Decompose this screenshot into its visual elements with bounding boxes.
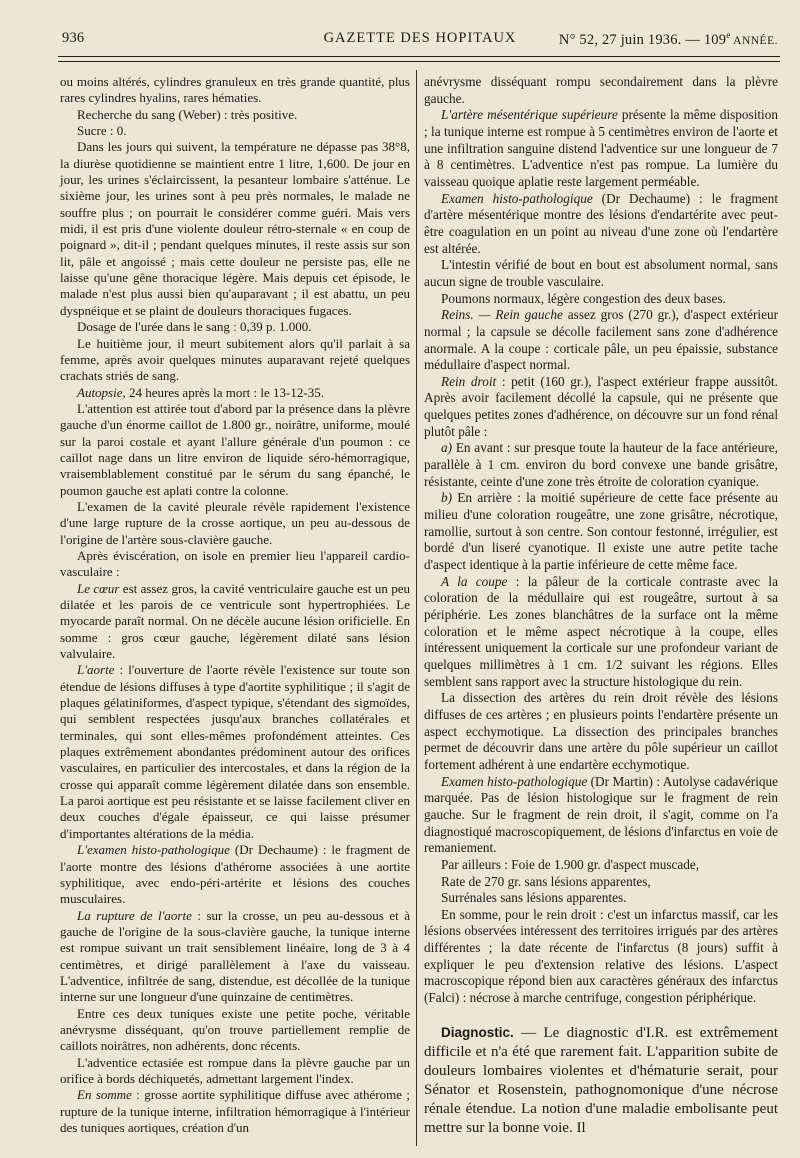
paragraph-text: Entre ces deux tuniques existe une petite poche, véritable anévrysme disséquant, qu'on trouve partiellement remplie de caillots noirâtres, non adhérents, donc récents. [60, 1005, 410, 1054]
paragraph-text: : l'ouverture de l'aorte révèle l'existence sur toute son étendue de lésions diffuses à type d'aortite syphilitique ; il s'agit de plaques gélatiniformes, d'aspect typique, s'étendant des sigmoïdes, qui semblent respectées jusqu'aux branches collatérales et terminales, qui sont elles-mêmes profondément atteintes. Ces plaques extrêmement abondantes prédominent autour des orifices vasculaires, en particulier des intercostales, et dans la région de la crosse qui apparaît comme légèrement dilatée dans son ensemble. La paroi aortique est peu résistante et se laisse facilement cliver en deux couches d'égale épaisseur, ce qui laisse présumer d'importantes altérations de la média. [60, 662, 410, 841]
paragraph [424, 874, 778, 891]
paragraph-text: (Dr Dechaume) : le fragment de l'aorte montre des lésions d'athérome associées à une aortite syphilitique, avec endo-péri-artérite et lésions des couches musculaires. [60, 842, 410, 907]
paragraph-text: : la pâleur de la corticale contraste avec la coloration de la médullaire qui est rougeâtre, surtout à sa périphérie. Les zones blanchâtres de la surface ont la même coloration et le même aspect nécrotique à la coupe, elles intéressent uniquement la corticale sur une profondeur variant de quelques millimètres à 1 cm. 1/2 suivant les régions. Elles semblent sans rapport avec la structure histologique du rein. [424, 573, 778, 689]
issue-sup: e [726, 30, 731, 40]
paragraph [424, 690, 778, 773]
paragraph [424, 291, 778, 308]
paragraph [424, 191, 778, 258]
italic-lead: Examen histo-pathologique [441, 190, 593, 206]
paragraph [60, 908, 410, 1006]
paragraph-text: : petit (160 gr.), l'aspect extérieur frappe aussitôt. Après avoir facilement décollé la capsule, qui ne présente que quelques petites zones d'adhérence, on découvre sur un fond rénal plutôt pâle : [424, 373, 778, 439]
paragraph [424, 374, 778, 441]
italic-lead: En somme [77, 1087, 132, 1103]
paragraph [60, 401, 410, 499]
italic-lead: a) [441, 440, 453, 456]
column-divider [416, 70, 417, 1146]
issue-main: N° 52, 27 juin 1936. — 109 [558, 31, 727, 48]
italic-lead: Autopsie, [77, 384, 126, 400]
italic-lead: b) [441, 490, 453, 506]
issue-info [559, 30, 778, 49]
paragraph [60, 499, 410, 548]
paragraph [424, 490, 778, 573]
paragraph [60, 123, 410, 139]
italic-lead: La rupture de l'aorte [77, 907, 192, 923]
italic-lead: Examen histo-pathologique [441, 773, 588, 789]
paragraph [60, 842, 410, 907]
paragraph [424, 74, 778, 107]
paragraph-text: La dissection des artères du rein droit révèle des lésions diffuses de ces artères ; en plusieurs points l'endartère présente un aspect ecchymotique. La dissection des principales branches permet de découvrir dans une artère du pôle supérieur un caillot fortement adhérent à une endartère ecchymotique. [424, 690, 778, 772]
paragraph [424, 907, 778, 1007]
paragraph [60, 662, 410, 842]
journal-title: GAZETTE DES HOPITAUX [323, 30, 517, 46]
paragraph-text: : grosse aortite syphilitique diffuse avec athérome ; rupture de la tunique interne, infiltration hémorragique à l'intérieur des tuniques aortiques, création d'un [60, 1087, 410, 1135]
diagnostic-paragraph [424, 1023, 778, 1138]
paragraph-text: Recherche du sang (Weber) : très positive. [77, 106, 298, 122]
paragraph [424, 440, 778, 490]
diagnostic-label: Diagnostic. [441, 1024, 514, 1040]
paragraph-text: anévrysme disséquant rompu secondairement dans la plèvre gauche. [424, 74, 778, 106]
italic-lead: L'examen histo-pathologique [77, 842, 230, 858]
paragraph-text: 24 heures après la mort : le 13-12-35. [125, 384, 324, 400]
page-header [62, 30, 778, 50]
paragraph-text: (Dr Dechaume) : le fragment d'artère mésentérique montre des lésions d'endartérite avec peut-être coagulation en un point au niveau d'une zone où l'endartère est altérée. [424, 190, 778, 256]
paragraph-text: L'examen de la cavité pleurale révèle rapidement l'existence d'une large rupture de la crosse aortique, un peu au-dessous de l'origine de l'artère sous-clavière gauche. [60, 498, 410, 547]
italic-lead: Le cœur [77, 580, 120, 596]
paragraph [60, 107, 410, 123]
paragraph-text: Dosage de l'urée dans le sang : 0,39 p. 1.000. [77, 319, 312, 335]
paragraph-text: présente la même disposition ; la tunique interne est rompue à 5 centimètres environ de l'aorte et une infiltration sanguine distend l'adventice sur une longueur de 7 à 8 centimètres. L'adventice n'est pas rompue. La lumière du vaisseau quoique aplatie reste largement perméable. [424, 107, 778, 189]
paragraph-text: En arrière : la moitié supérieure de cette face présente au milieu d'une coloration rougeâtre, une zone grisâtre, nécrotique, ramollie, surtout à son centre. Son contour festonné, irrégulier, est bordé d'un liseré cyanotique. Il existe une autre petite tache d'aspect identique à la partie inférieure de cette même face. [424, 490, 778, 573]
paragraph-text: Sucre : 0. [77, 123, 127, 139]
paragraph [60, 1006, 410, 1055]
paragraph [424, 890, 778, 907]
paragraph [60, 74, 410, 107]
paragraph-text: Dans les jours qui suivent, la température ne dépasse pas 38°8, la diurèse quotidienne se maintient entre 1 litre, 1,600. De jour en jour, les urines s'éclaircissent, la pesanteur lombaire s'atténue. Le sixième jour, les urines sont à peu près normales, le malade ne souffre plus ; on pourrait le considérer comme guéri. Mais vers midi, il est pris d'une violente douleur rétro-sternale « en coup de poignard », dit-il ; pendant quelques minutes, il reste assis sur son lit, pâle et angoissé ; mais cette douleur ne persiste pas, elle ne laisse qu'une gêne thoracique légère. Mais depuis cet épisode, le malade n'est plus aussi bien qu'auparavant ; il est abattu, un peu dyspnéique et se plaint de douleurs thoraciques fugaces. [60, 139, 410, 318]
header-rule-bottom [58, 61, 780, 62]
paragraph [424, 107, 778, 190]
paragraph [60, 336, 410, 385]
paragraph [60, 581, 410, 663]
right-column [424, 74, 778, 1138]
paragraph-text: En avant : sur presque toute la hauteur de la face antérieure, parallèle à 1 cm. environ du bord convexe une bande grisâtre, résistante, ceinte d'une zone très étroite de coloration cyanique. [424, 440, 778, 489]
italic-lead: Reins. — Rein gauche [441, 307, 563, 323]
paragraph [60, 1087, 410, 1136]
left-column [60, 74, 410, 1136]
paragraph [60, 1055, 410, 1088]
italic-lead: A la coupe [441, 573, 508, 589]
paragraph [424, 257, 778, 290]
paragraph-text: assez gros (270 gr.), d'aspect extérieur normal ; la capsule se décolle facilement sans zone d'adhérence anormale. A la coupe : corticale pâle, un peu épaissie, substance médullaire d'aspect normal. [424, 307, 779, 373]
paragraph [424, 574, 778, 691]
header-rule-top [58, 56, 780, 57]
page-number: 936 [62, 30, 85, 46]
paragraph [424, 774, 778, 857]
diagnostic-text: — Le diagnostic d'I.R. est extrêmement difficile et n'a été que rarement fait. L'apparition subite de douleurs lombaires violentes et d'hématurie serait, pour Sénator et Rosenstein, pathognomonique d'une nécrose rénale étendue. La notion d'une maladie embolisante peut mettre sur la bonne voie. Il [424, 1024, 778, 1136]
paragraph-text: Surrénales sans lésions apparentes. [441, 890, 627, 906]
paragraph-text: L'adventice ectasiée est rompue dans la plèvre gauche par un orifice à bords déchiquetés, admettant largement l'index. [60, 1054, 410, 1086]
paragraph-text: est assez gros, la cavité ventriculaire gauche est un peu dilatée et les parois de ce ventricule sont hypertrophiées. Le myocarde paraît normal. On ne décèle aucune lésion orificielle. En somme : gros cœur gauche, légèrement dilaté sans lésion valvulaire. [60, 580, 410, 662]
issue-suffix: ANNÉE. [730, 34, 778, 47]
paragraph [60, 319, 410, 335]
paragraph-text: Le huitième jour, il meurt subitement alors qu'il parlait à sa femme, après avoir quelques minutes auparavant rejeté quelques crachats striés de sang. [60, 335, 410, 384]
paragraph [60, 548, 410, 581]
paragraph-text: Après éviscération, on isole en premier lieu l'appareil cardio-vasculaire : [60, 547, 410, 580]
italic-lead: Rein droit [441, 373, 497, 389]
paragraph [60, 139, 410, 319]
paragraph-text: ou moins altérés, cylindres granuleux en très grande quantité, plus rares cylindres hyalins, rares hématies. [60, 74, 410, 106]
italic-lead: L'artère mésentérique supérieure [441, 107, 618, 123]
paragraph [424, 857, 778, 874]
paragraph-text: En somme, pour le rein droit : c'est un infarctus massif, car les lésions observées intéressent des territoires irrigués par des artères différentes ; la date récente de l'infarctus (8 jours) suffit à expliquer le peu d'extension relative des lésions. L'aspect macroscopique répond bien aux caractères généraux des infarctus (Falci) : nécrose à marche centrifuge, congestion périphérique. [424, 906, 778, 1006]
paragraph [60, 385, 410, 401]
italic-lead: L'aorte [77, 662, 115, 678]
paragraph-text: L'attention est attirée tout d'abord par la présence dans la plèvre gauche d'un énorme caillot de 1.800 gr., noirâtre, uniforme, moulé sur la paroi costale et ayant l'allure générale d'un poumon : ce caillot nage dans un litre environ de liquide séro-hémorragique, vraisemblablement constitué par le sérum du sang épanché, le poumon gauche est aplati contre la colonne. [60, 400, 410, 498]
paragraph [424, 307, 778, 374]
paragraph-text: Poumons normaux, légère congestion des deux bases. [441, 290, 726, 306]
paragraph-text: Par ailleurs : Foie de 1.900 gr. d'aspect muscade, [441, 856, 700, 872]
paragraph-text: (Dr Martin) : Autolyse cadavérique marquée. Pas de lésion histologique sur le fragment de rein gauche. Sur le fragment de rein droit, il s'agit, comme on l'a diagnostiqué macroscopiquement, de lésions d'infarctus en voie de remaniement. [424, 773, 779, 856]
paragraph-text: L'intestin vérifié de bout en bout est absolument normal, sans aucun signe de trouble vasculaire. [424, 257, 778, 289]
paragraph-text: Rate de 270 gr. sans lésions apparentes, [441, 873, 651, 889]
paragraph-text: : sur la crosse, un peu au-dessous et à gauche de l'origine de la sous-clavière gauche, la tunique interne est rompue suivant un trait sensiblement linéaire, long de 3 à 4 centimètres, et dirigé parallèlement à l'axe du vaisseau. L'adventice, infiltrée de sang, distendue, est décollée de la tunique interne sur une longueur d'une quinzaine de centimètres. [60, 907, 410, 1005]
